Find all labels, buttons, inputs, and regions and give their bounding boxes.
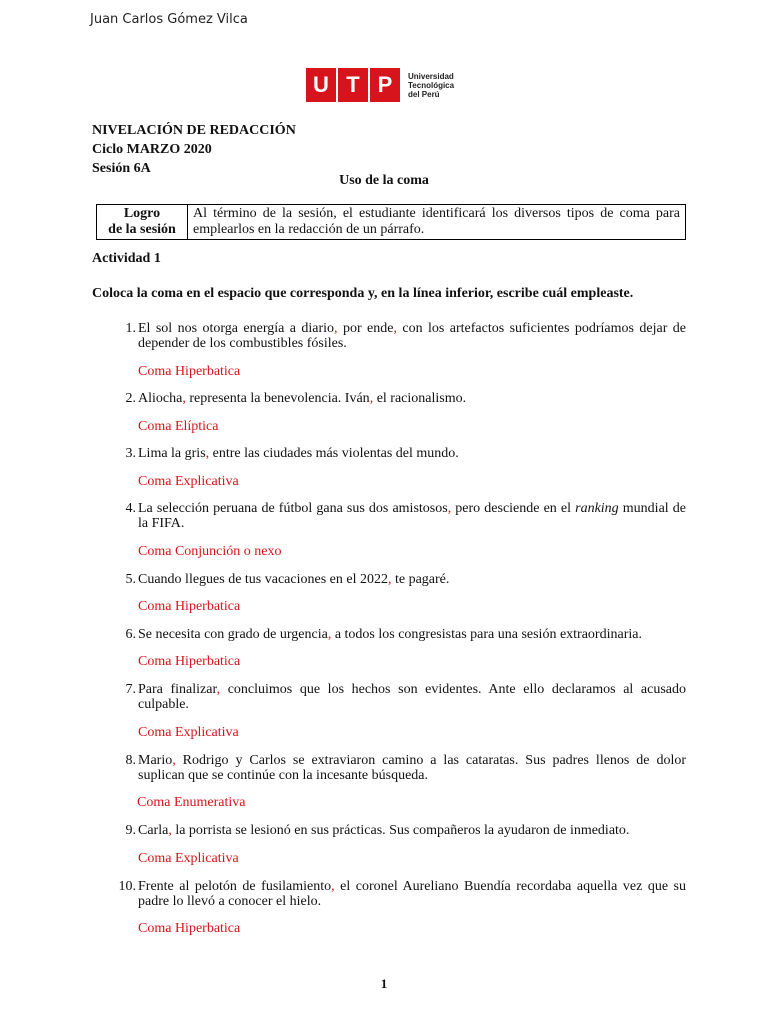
- exercise-item: [112, 823, 686, 838]
- exercise-sentence: [138, 501, 686, 531]
- exercise-number: 2.: [125, 391, 136, 406]
- inserted-comma: ,: [331, 879, 335, 894]
- course-session: Sesión 6A: [92, 161, 151, 176]
- sentence-fragment: entre las ciudades más violentas del mundo.: [209, 446, 459, 461]
- sentence-fragment: Frente al pelotón de fusilamiento: [138, 879, 332, 894]
- exercise-number: 10.: [118, 879, 136, 894]
- exercise-sentence: [138, 627, 686, 642]
- inserted-comma: ,: [369, 391, 374, 406]
- exercise-sentence: [138, 753, 686, 783]
- exercise-number: 6.: [125, 627, 136, 642]
- exercise-number: 3.: [125, 446, 136, 461]
- exercise-sentence: [138, 879, 686, 909]
- inserted-comma: ,: [182, 391, 186, 406]
- logo-line-3: del Perú: [408, 89, 440, 99]
- author-name: Juan Carlos Gómez Vilca: [90, 12, 248, 27]
- exercise-item: [112, 879, 686, 909]
- logro-text: Al término de la sesión, el estudiante identificará los diversos tipos de coma para emplearlos en la redacción de un párrafo.: [188, 205, 686, 240]
- sentence-fragment: Cuando llegues de tus vacaciones en el 2022: [138, 572, 388, 587]
- logo-line-1: Universidad: [408, 71, 454, 81]
- page-title: Uso de la coma: [339, 173, 429, 188]
- logo-letter-t: T: [338, 68, 368, 102]
- exercise-item: [112, 501, 686, 531]
- sentence-fragment: el racionalismo.: [373, 391, 467, 406]
- logo-letter-p: P: [370, 68, 400, 102]
- activity-heading: Actividad 1: [92, 251, 161, 266]
- inserted-comma: ,: [334, 321, 338, 336]
- inserted-comma: ,: [387, 572, 392, 587]
- sentence-fragment: Para finalizar: [138, 682, 217, 697]
- exercise-item: [112, 682, 686, 712]
- inserted-comma: ,: [447, 501, 452, 516]
- logro-label-line-2: de la sesión: [108, 222, 176, 237]
- exercise-item: [112, 627, 686, 642]
- sentence-fragment: Rodrigo y Carlos se extraviaron camino a las cataratas. Sus padres llenos de dolor suplican que se continúe con la incesante búsqueda.: [138, 753, 686, 783]
- exercise-number: 8.: [125, 753, 136, 768]
- sentence-fragment: Se necesita con grado de urgencia: [138, 627, 328, 642]
- sentence-fragment: el coronel Aureliano Buendía recordaba aquella vez que su padre lo llevó a conocer el hielo.: [138, 879, 686, 909]
- inserted-comma: ,: [216, 682, 221, 697]
- exercise-item: [112, 753, 686, 783]
- sentence-fragment: mundial de la FIFA.: [138, 501, 687, 531]
- exercise-answer: Coma Conjunción o nexo: [138, 544, 282, 559]
- exercise-number: 7.: [125, 682, 136, 697]
- exercise-sentence: [138, 572, 686, 587]
- logro-label-line-1: Logro: [123, 206, 161, 221]
- sentence-fragment: con los artefactos suficientes podríamos dejar de depender de los combustibles fósiles.: [138, 321, 686, 351]
- sentence-fragment: representa la benevolencia. Iván: [185, 391, 370, 406]
- sentence-fragment: la porrista se lesionó en sus prácticas. Sus compañeros la ayudaron de inmediato.: [171, 823, 630, 838]
- sentence-fragment: te pagaré.: [391, 572, 450, 587]
- exercise-answer: Coma Hiperbatica: [138, 599, 241, 614]
- exercise-answer: Coma Explicativa: [138, 851, 239, 866]
- exercise-answer: Coma Elíptica: [138, 419, 219, 434]
- sentence-fragment: El sol nos otorga energía a diario: [138, 321, 335, 336]
- exercise-item: [112, 572, 686, 587]
- sentence-fragment: Aliocha: [138, 391, 183, 406]
- inserted-comma: ,: [172, 753, 176, 768]
- sentence-fragment: a todos los congresistas para una sesión extraordinaria.: [331, 627, 642, 642]
- exercise-sentence: [138, 823, 686, 838]
- inserted-comma: ,: [168, 823, 172, 838]
- utp-logo: [306, 68, 454, 102]
- exercise-number: 1.: [125, 321, 136, 336]
- exercise-answer: Coma Hiperbatica: [138, 654, 241, 669]
- course-name: NIVELACIÓN DE REDACCIÓN: [92, 123, 296, 138]
- sentence-fragment: Mario: [138, 753, 173, 768]
- exercise-number: 5.: [125, 572, 136, 587]
- sentence-fragment: La selección peruana de fútbol gana sus dos amistosos: [138, 501, 448, 516]
- course-cycle: Ciclo MARZO 2020: [92, 142, 212, 157]
- exercise-number: 9.: [125, 823, 136, 838]
- logo-letter-u: U: [306, 68, 336, 102]
- inserted-comma: ,: [327, 627, 332, 642]
- sentence-fragment: por ende: [337, 321, 394, 336]
- logo-university-name: [408, 72, 454, 99]
- page-number: 1: [380, 976, 388, 991]
- logro-table: [96, 204, 686, 240]
- exercise-sentence: [138, 321, 686, 351]
- exercise-answer: Coma Enumerativa: [137, 795, 246, 810]
- course-header: [92, 121, 296, 178]
- exercise-answer: Coma Hiperbatica: [138, 364, 241, 379]
- exercise-answer: Coma Explicativa: [138, 474, 239, 489]
- exercise-sentence: [138, 682, 686, 712]
- exercise-item: [112, 321, 686, 351]
- exercise-answer: Coma Hiperbatica: [138, 921, 241, 936]
- activity-instruction: Coloca la coma en el espacio que corresponda y, en la línea inferior, escribe cuál empleaste.: [92, 286, 634, 301]
- logro-label: [97, 205, 188, 240]
- logo-line-2: Tecnológica: [408, 80, 455, 90]
- sentence-fragment: ranking: [575, 501, 619, 516]
- exercise-answer: Coma Explicativa: [138, 725, 239, 740]
- sentence-fragment: concluimos que los hechos son evidentes. Ante ello declaramos al acusado culpable.: [138, 682, 687, 712]
- sentence-fragment: Carla: [138, 823, 169, 838]
- exercise-item: [112, 446, 686, 461]
- exercise-sentence: [138, 446, 686, 461]
- sentence-fragment: Lima la gris: [138, 446, 206, 461]
- sentence-fragment: pero desciende en el: [451, 501, 576, 516]
- exercise-item: [112, 391, 686, 406]
- exercise-number: 4.: [125, 501, 136, 516]
- exercise-sentence: [138, 391, 686, 406]
- inserted-comma: ,: [393, 321, 397, 336]
- inserted-comma: ,: [205, 446, 210, 461]
